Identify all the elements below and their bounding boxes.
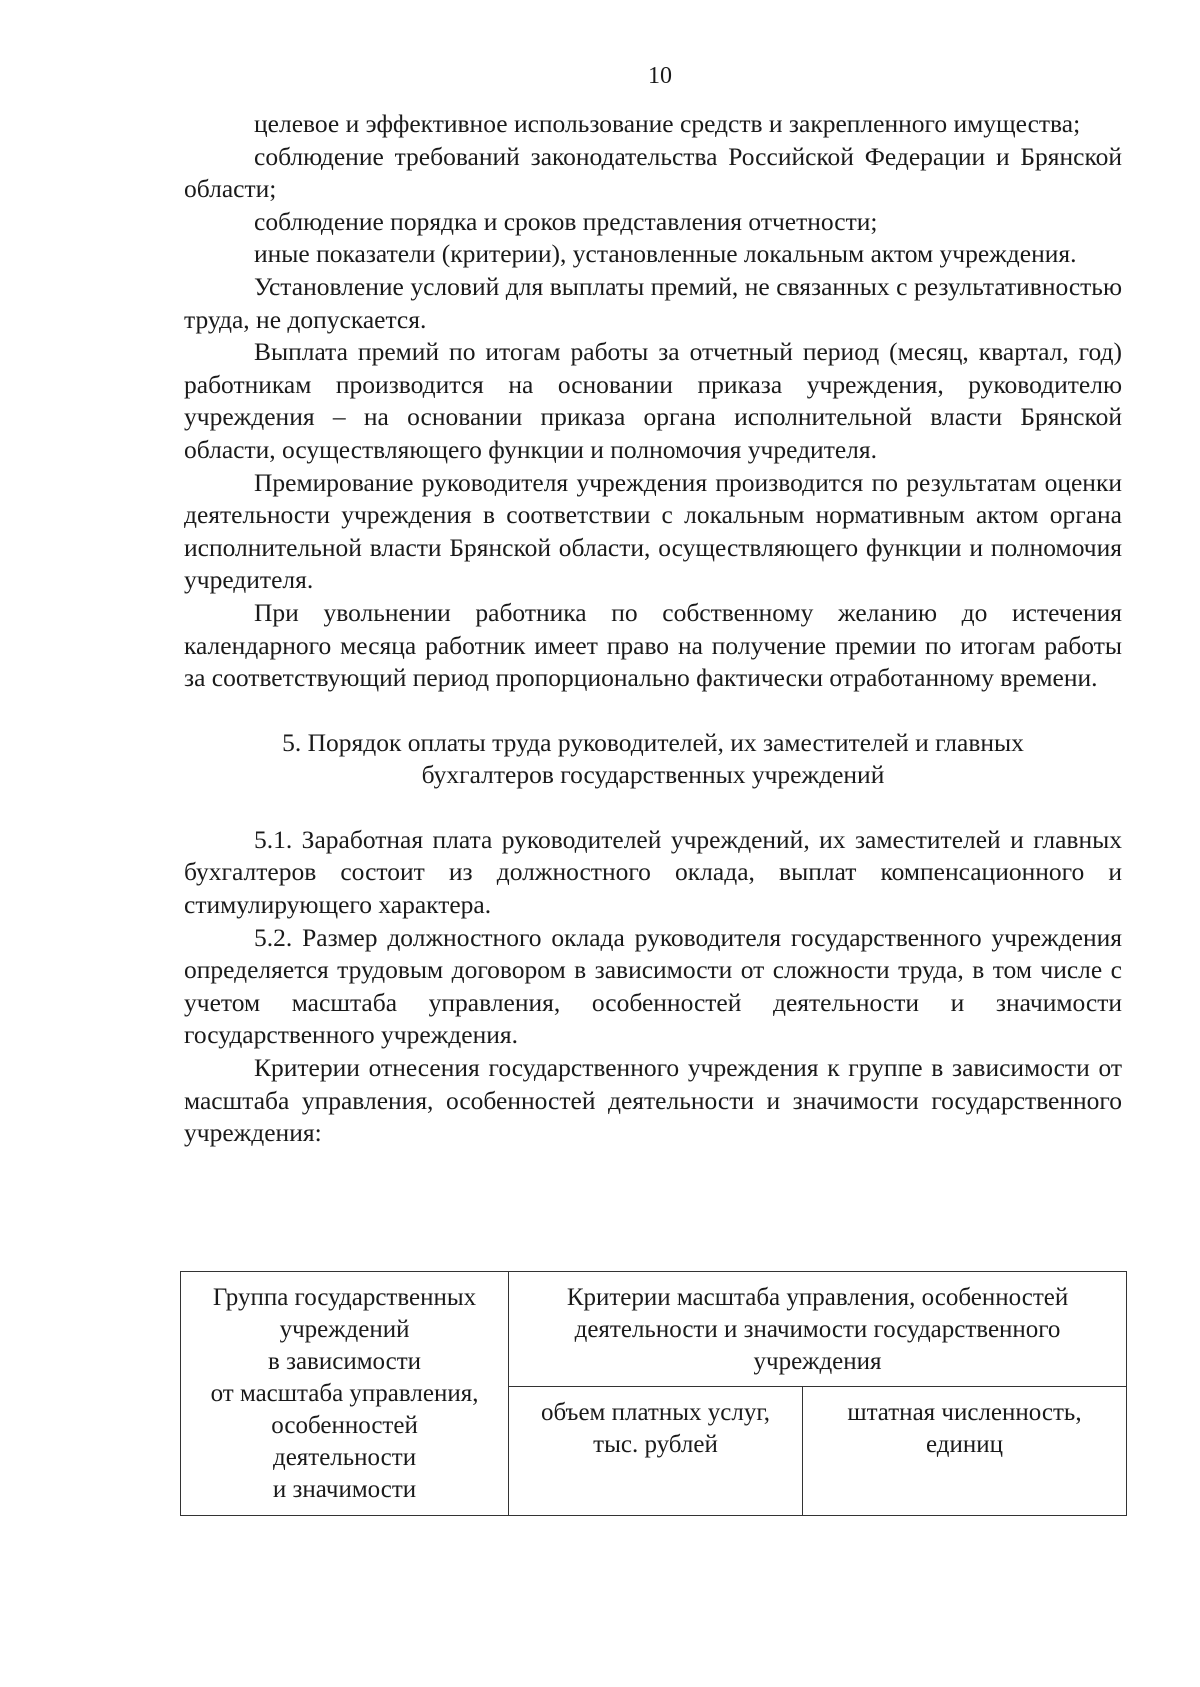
paragraph-bonus-conditions: Установление условий для выплаты премий, не связанных с результативностью труда, не допускается. (184, 271, 1122, 334)
group-header-line: и значимости (272, 1476, 417, 1503)
paragraph-reporting-compliance: соблюдение порядка и сроков представления отчетности; (254, 206, 878, 236)
group-header-line: в зависимости (268, 1348, 422, 1375)
section-heading (224, 727, 1082, 792)
staff-header-line: единиц (925, 1431, 1003, 1458)
group-header-line: деятельности (272, 1444, 417, 1471)
group-header-line: учреждений (279, 1316, 410, 1343)
group-header-line: Группа государственных (212, 1284, 477, 1311)
staff-header-line: штатная численность, (847, 1399, 1082, 1426)
table-header-staff-cell (802, 1387, 1126, 1516)
table-header-row-1 (181, 1272, 1127, 1387)
criteria-header-line: Критерии масштаба управления, особенностей (566, 1284, 1069, 1311)
paragraph-other-indicators: иные показатели (критерии), установленные локальным актом учреждения. (254, 239, 1077, 269)
paragraph-legislation-compliance: соблюдение требований законодательства Российской Федерации и Брянской области; (184, 141, 1122, 204)
services-header-line: объем платных услуг, (540, 1399, 771, 1426)
section-heading-line-2: бухгалтеров государственных учреждений (421, 760, 885, 790)
section-heading-line-1: 5. Порядок оплаты труда руководителей, их заместителей и главных (282, 727, 1024, 757)
group-header-line: особенностей (271, 1412, 418, 1439)
section-spacer-top (184, 695, 1122, 727)
criteria-header-line: учреждения (753, 1348, 882, 1375)
page-number: 10 (648, 63, 672, 89)
criteria-table (180, 1271, 1127, 1516)
table-header-group-cell (181, 1272, 509, 1516)
paragraph-bonus-payment: Выплата премий по итогам работы за отчетный период (месяц, квартал, год) работникам производится на основании приказа учреждения, руководителю учреждения – на основании приказа органа исполнительной власти Брянской области, осуществляющего функции и полномочия учредителя. (184, 337, 1122, 464)
document-body (184, 108, 1122, 1150)
paragraph-5-1: 5.1. Заработная плата руководителей учреждений, их заместителей и главных бухгалтеров состоит из должностного оклада, выплат компенсационного и стимулирующего характера. (184, 824, 1122, 920)
paragraph-director-bonus: Премирование руководителя учреждения производится по результатам оценки деятельности учреждения в соответствии с локальным нормативным актом органа исполнительной власти Брянской области, осуществляющего функции и полномочия учредителя. (184, 467, 1122, 595)
paragraph-5-2: 5.2. Размер должностного оклада руководителя государственного учреждения определяется трудовым договором в зависимости от сложности труда, в том числе с учетом масштаба управления, особенностей деятельности и значимости государственного учреждения. (184, 922, 1122, 1050)
table-header-services-cell (509, 1387, 803, 1516)
criteria-header-line: деятельности и значимости государственного (574, 1316, 1061, 1343)
services-header-line: тыс. рублей (593, 1431, 718, 1458)
group-header-line: от масштаба управления, (210, 1380, 479, 1407)
paragraph-dismissal-bonus: При увольнении работника по собственному желанию до истечения календарного месяца работник имеет право на получение премии по итогам работы за соответствующий период пропорционально фактически отработанному времени. (184, 597, 1122, 693)
paragraph-use-of-funds: целевое и эффективное использование средств и закрепленного имущества; (254, 109, 1081, 138)
table-header-criteria-cell (509, 1272, 1127, 1387)
section-spacer-bottom (184, 792, 1122, 824)
paragraph-criteria-intro: Критерии отнесения государственного учреждения к группе в зависимости от масштаба управления, особенностей деятельности и значимости государственного учреждения: (184, 1053, 1122, 1148)
